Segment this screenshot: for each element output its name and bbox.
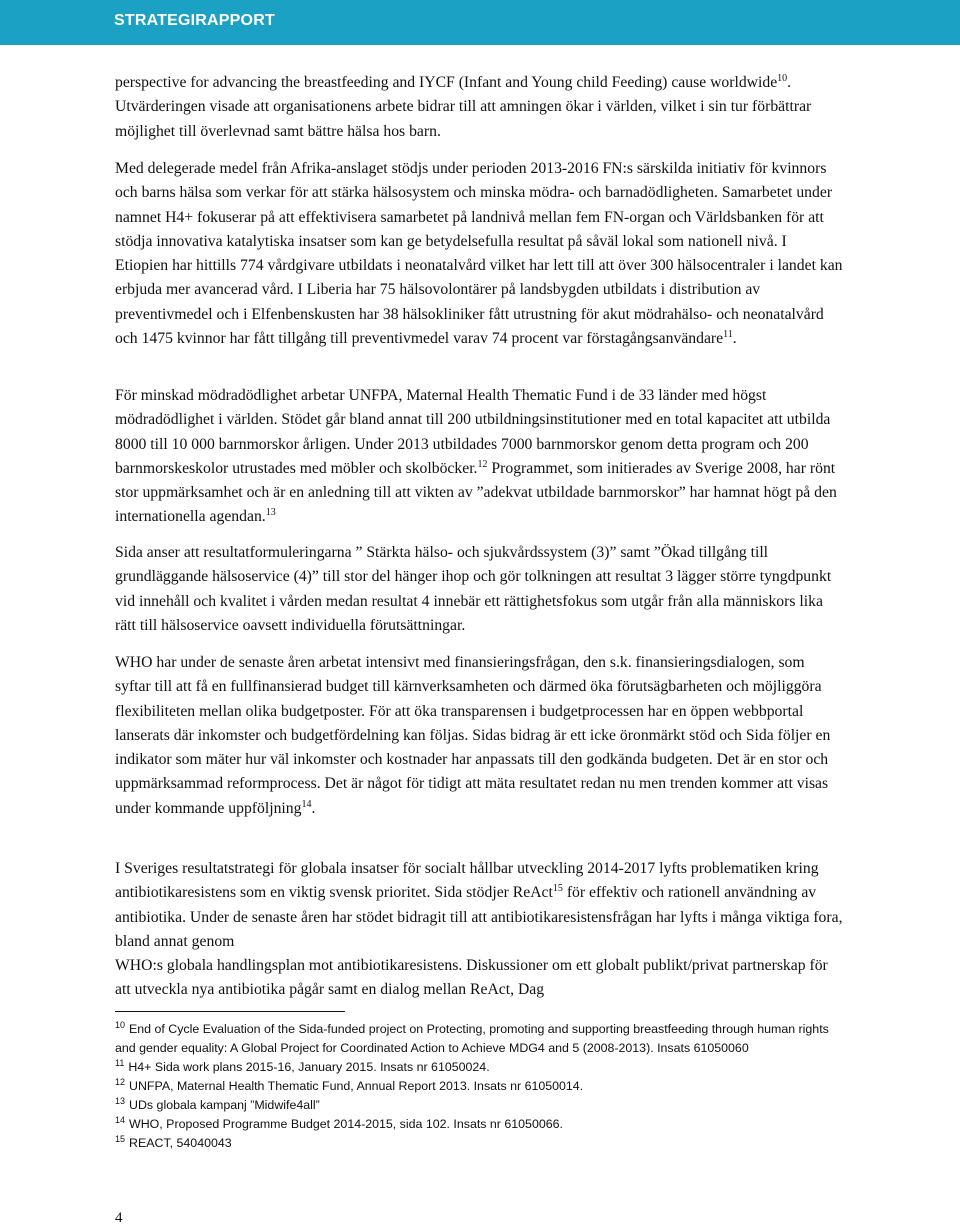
paragraph-text: I Sveriges resultatstrategi för globala insatser för socialt hållbar utveckling 2014-2017 lyfts problematiken kring antibiotikaresistens som en viktig svensk prioritet. Sida stödjer ReAct	[115, 860, 819, 902]
paragraph-text: WHO har under de senaste åren arbetat intensivt med finansieringsfrågan, den s.k. finansieringsdialogen, som syftar till att få en fullfinansierad budget till kärnverksamheten och därmed öka förutsägbarheten och möjliggöra flexibiliteten mellan olika budgetposter. För att öka transparensen i budgetprocessen har en öppen webbportal lanserats där inkomster och budgetfördelning kan följas. Sidas bidrag är ett icke öronmärkt stöd och Sida följer en indikator som mäter hur väl inkomster och kostnader har anpassats till den godkända budgeten. Det är en stor och uppmärksammad reformprocess. Det är något för tidigt att mäta resultatet redan nu men trenden kommer att visas under kommande uppföljning	[115, 654, 831, 817]
footnote-ref-12[interactable]: 12	[477, 458, 488, 470]
paragraph-text: för effektiv och rationell användning av antibiotika. Under de senaste åren har stödet bidragit till att antibiotikaresistensfrågan har lyfts i många viktiga fora, bland annat genom	[115, 884, 843, 950]
footnote-text: UNFPA, Maternal Health Thematic Fund, Annual Report 2013. Insats nr 61050014.	[129, 1079, 584, 1093]
footnote-text: H4+ Sida work plans 2015-16, January 2015. Insats nr 61050024.	[128, 1060, 490, 1074]
footnote	[115, 1134, 843, 1153]
paragraph-text: För minskad mödradödlighet arbetar UNFPA, Maternal Health Thematic Fund i de 33 länder med högst mödradödlighet i världen. Stödet går bland annat till 200 utbildningsinstitutioner med en total kapacitet att utbilda 8000 till 10 000 barnmorskor årligen. Under 2013 utbildades 7000 barnmorskor genom detta program och 200 barnmorskeskolor utrustades med möbler och skolböcker.	[115, 387, 831, 477]
footnotes	[115, 1020, 843, 1153]
footnote-number: 13	[115, 1096, 126, 1106]
footnote-number: 11	[115, 1058, 125, 1068]
paragraph-unfpa	[115, 384, 843, 530]
footnote-number: 15	[115, 1134, 126, 1144]
footnote-text: REACT, 54040043	[129, 1136, 232, 1150]
footnote-number: 14	[115, 1115, 126, 1125]
paragraph-antibiotics	[115, 857, 843, 1003]
paragraph-text: perspective for advancing the breastfeeding and IYCF (Infant and Young child Feeding) cause worldwide	[115, 74, 778, 91]
footnote-ref-14[interactable]: 14	[301, 798, 312, 810]
paragraph-text: .	[311, 799, 316, 817]
paragraph-sida-results	[115, 541, 843, 638]
footnote-text: WHO, Proposed Programme Budget 2014-2015, sida 102. Insats nr 61050066.	[129, 1117, 563, 1131]
report-title: STRATEGIRAPPORT	[114, 12, 275, 29]
footnote-number: 10	[115, 1020, 126, 1030]
footnote	[115, 1077, 843, 1096]
paragraph-h4plus	[115, 157, 843, 351]
footnote-ref-11[interactable]: 11	[723, 329, 733, 341]
footnote	[115, 1058, 843, 1077]
footnote-ref-15[interactable]: 15	[552, 883, 563, 895]
paragraph-text: .	[732, 330, 737, 348]
footnote-ref-13[interactable]: 13	[265, 507, 276, 519]
footnote-text: UDs globala kampanj ”Midwife4all”	[129, 1098, 320, 1112]
footnote-number: 12	[115, 1077, 126, 1087]
paragraph-text: Sida anser att resultatformuleringarna ” Stärkta hälso- och sjukvårdssystem (3)” samt ”Ökad tillgång till grundläggande hälsoservice (4)” till stor del hänger ihop och gör tolkningen att resultat 3 lägger större tyngdpunkt vid innehåll och kvalitet i vården medan resultat 4 innebär ett rättighetsfokus som utgår från alla människors lika rätt till hälsoservice oavsett individuella förutsättningar.	[115, 544, 832, 634]
paragraph-breastfeeding	[115, 71, 843, 144]
footnote-ref-10[interactable]: 10	[777, 73, 788, 84]
footnote	[115, 1115, 843, 1134]
paragraph-who-financing	[115, 651, 843, 821]
footnote	[115, 1096, 843, 1115]
footnote-divider	[115, 1011, 345, 1012]
header-bar	[0, 0, 960, 45]
paragraph-text: Med delegerade medel från Afrika-anslaget stödjs under perioden 2013-2016 FN:s särskilda initiativ för kvinnors och barns hälsa som verkar för att stärka hälsosystem och minska mödra- och barnadödligheten. Samarbetet under namnet H4+ fokuserar på att effektivisera samarbetet på landnivå mellan fem FN-organ och Världsbanken för att stödja innovativa katalytiska insatser som kan ge betydelsefulla resultat på såväl lokal som nationell nivå. I Etiopien har hittills 774 vårdgivare utbildats i neonatalvård vilket har lett till att över 300 hälsocentraler i landet kan erbjuda mer avancerad vård. I Liberia har 75 hälsovolontärer på landsbygden utbildats i distribution av preventivmedel och i Elfenbenskusten har 38 hälsokliniker fått utrustning för akut mödrahälso- och neonatalvård och 1475 kvinnor har fått tillgång till preventivmedel varav 74 procent var förstagångsanvändare	[115, 160, 843, 348]
footnote	[115, 1020, 843, 1058]
paragraph-text: Programmet, som initierades av Sverige 2008, har rönt stor uppmärksamhet och är en anledning till att vikten av ”adekvat utbildade barnmorskor” har hamnat högt på den internationella agendan.	[115, 459, 837, 526]
footnote-text: End of Cycle Evaluation of the Sida-funded project on Protecting, promoting and supporting breastfeeding through human rights and gender equality: A Global Project for Coordinated Action to Achieve MDG4 and 5 (2008-2013). Insats 61050060	[115, 1022, 829, 1055]
paragraph-text: . Utvärderingen visade att organisationens arbete bidrar till att amningen ökar i världen, vilket i sin tur förbättrar möjlighet till överlevnad samt bättre hälsa hos barn.	[115, 74, 812, 140]
page-number: 4	[115, 1210, 123, 1226]
paragraph-text: WHO:s globala handlingsplan mot antibiotikaresistens. Diskussioner om ett globalt publikt/privat partnerskap för att utveckla nya antibiotika pågår samt en dialog mellan ReAct, Dag	[115, 957, 828, 999]
